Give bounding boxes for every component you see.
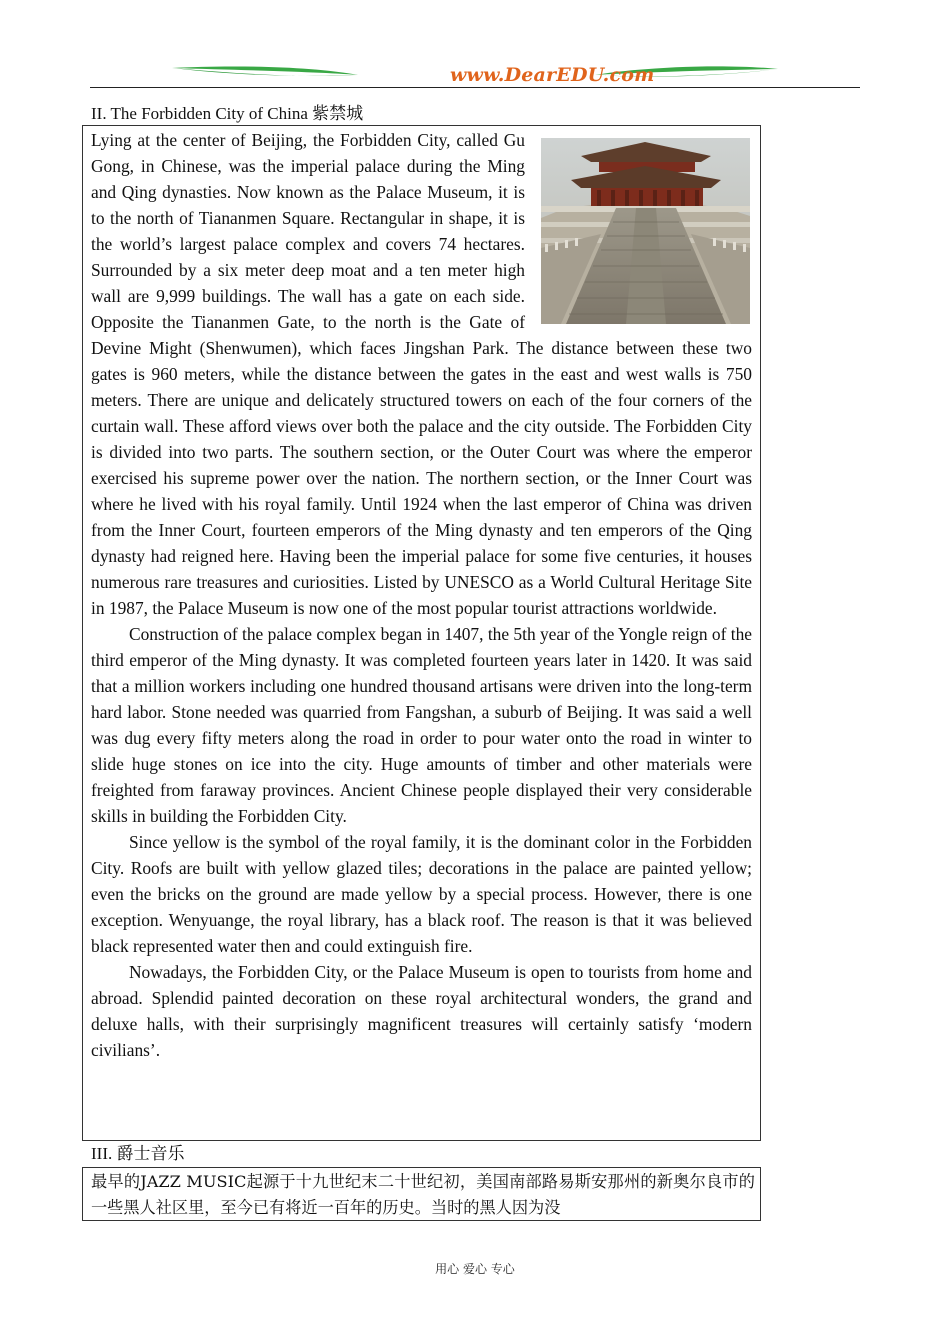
section-title-forbidden-city: II. The Forbidden City of China 紫禁城 xyxy=(91,104,364,123)
article-paragraph: Lying at the center of Beijing, the Forbidden City, called Gu Gong, in Chinese, was the imperial palace during the Ming and Qing dynasties. Now known as the Palace Museum, it is to the north of Tiananmen Square. Rectangular in shape, it is the world’s largest palace complex and covers 74 hectares. Surrounded by a six meter deep moat and a ten meter high wall are 9,999 buildings. The wall has a gate on each side. Opposite the Tiananmen Gate, to the north is the Gate of Devine Might (Shenwumen), which faces Jingshan Park. The distance between these two gates is 960 meters, while the distance between the gates in the east and west walls is 750 meters. There are unique and delicately structured towers on each of the four corners of the curtain wall. These afford views over both the palace and the city outside. The Forbidden City is divided into two parts. The southern section, or the Outer Court was where the emperor exercised his supreme power over the nation. The northern section, or the Inner Court was where he lived with his royal family. Until 1924 when the last emperor of China was driven from the Inner Court, fourteen emperors of the Ming dynasty and ten emperors of the Qing dynasty had reigned here. Having been the imperial palace for some five centuries, it houses numerous rare treasures and curiosities. Listed by UNESCO as a World Cultural Heritage Site in 1987, the Palace Museum is now one of the most popular tourist attractions worldwide. xyxy=(91,130,752,618)
site-logo-text[interactable]: www.DearEDU.com xyxy=(450,64,655,86)
article-box xyxy=(82,125,761,1141)
jazz-box xyxy=(82,1167,761,1221)
article-paragraph: Since yellow is the symbol of the royal family, it is the dominant color in the Forbidden City. Roofs are built with yellow glazed tiles; decorations in the palace are painted yellow; even the bricks on the ground are made yellow by a special process. However, there is one exception. Wenyuange, the royal library, has a black roof. The reason is that it was believed black represented water then and could extinguish fire. xyxy=(91,832,752,956)
section-title-jazz: III. 爵士音乐 xyxy=(91,1144,185,1163)
page-footer: 用心 爱心 专心 xyxy=(435,1262,515,1276)
jazz-text: 最早的JAZZ MUSIC起源于十九世纪末二十世纪初，美国南部路易斯安那州的新奥尔良市的一些黑人社区里，至今已有将近一百年的历史。当时的黑人因为没 xyxy=(91,1172,755,1217)
article-paragraph: Construction of the palace complex began in 1407, the 5th year of the Yongle reign of the third emperor of the Ming dynasty. It was completed fourteen years later in 1420. It was said that a million workers including one hundred thousand artisans were driven into the long-term hard labor. Stone needed was quarried from Fangshan, a suburb of Beijing. It was said a well was dug every fifty meters along the road in order to pour water onto the road in winter to slide huge stones on ice into the city. Huge amounts of timber and other materials were freighted from faraway provinces. Ancient Chinese people displayed their very considerable skills in building the Forbidden City. xyxy=(91,624,753,826)
article-content xyxy=(91,127,752,1063)
article-paragraph: Nowadays, the Forbidden City, or the Palace Museum is open to tourists from home and abroad. Splendid painted decoration on these royal architectural wonders, the grand and deluxe halls, with their surprisingly magnificent treasures will certainly satisfy ‘modern civilians’. xyxy=(91,962,752,1060)
forbidden-city-photo xyxy=(541,138,750,324)
header-rule xyxy=(90,87,860,88)
page-header xyxy=(90,62,860,90)
